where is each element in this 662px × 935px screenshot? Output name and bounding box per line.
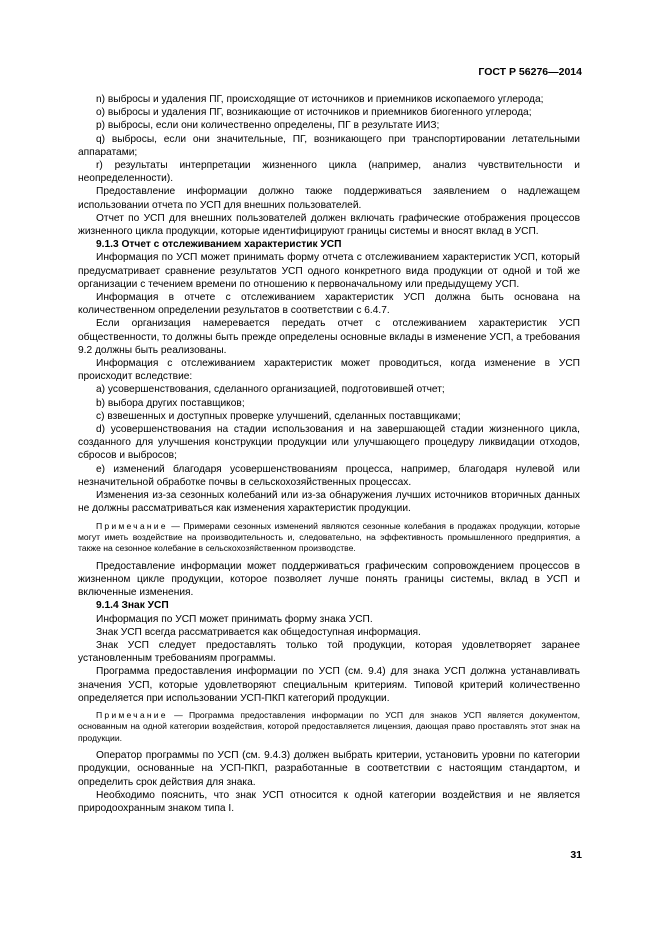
paragraph: Предоставление информации может поддерживаться графическим сопровождением процессов в жизненном цикле продукции, которое позволяет лучше понять границы системы, вклад в УСП и включенные изменения.: [78, 560, 580, 599]
list-item-q: q) выбросы, если они значительные, ПГ, возникающего при транспортировании летательными аппаратами;: [78, 133, 580, 158]
list-item-a: a) усовершенствования, сделанного организацией, подготовившей отчет;: [96, 384, 445, 396]
note-label: Примечание: [96, 709, 168, 720]
note-1: [78, 521, 580, 555]
list-item-o: o) выбросы и удаления ПГ, возникающие от источников и приемников биогенного углерода;: [96, 107, 532, 119]
list-item-d: d) усовершенствования на стадии использования и на завершающей стадии жизненного цикла, созданного для улучшения конструкции продукции или улучшающего процедуру ликвидации отходов, сбросов и выбросов;: [78, 424, 580, 462]
paragraph: Программа предоставления информации по УСП (см. 9.4) для знака УСП должна устанавливать значения УСП, которые удовлетворяют специальным критериям. Типовой критерий количественно определяется при использовании УСП-ПКП категорий продукции.: [78, 666, 580, 704]
paragraph: Предоставление информации должно также поддерживаться заявлением о надлежащем использовании отчета по УСП для внешних пользователей.: [78, 186, 580, 211]
note-text: — Примерами сезонных изменений являются сезонные колебания в продажах продукции, которые могут иметь воздействие на производительность и, следовательно, на эффективность промышленного предприятия, а также на сезонное колебание в сельскохозяйственном производстве.: [78, 520, 580, 554]
page-number: 31: [570, 849, 582, 861]
list-item-r: r) результаты интерпретации жизненного цикла (например, анализ чувствительности и неопределенности).: [78, 160, 580, 185]
paragraph: Информация с отслеживанием характеристик может проводиться, когда изменение в УСП происходит вследствие:: [78, 358, 580, 383]
paragraph: Необходимо пояснить, что знак УСП относится к одной категории воздействия и не является природоохранным знаком типа I.: [78, 789, 580, 814]
list-item-n: n) выбросы и удаления ПГ, происходящие от источников и приемников ископаемого углерода;: [96, 94, 544, 105]
list-item-c: c) взвешенных и доступных проверке улучшений, сделанных поставщиками;: [96, 410, 461, 422]
paragraph: Отчет по УСП для внешних пользователей должен включать графические отображения процессов жизненного цикла продукции, которые идентифицируют границы системы и вносят вклад в УСП.: [78, 212, 580, 238]
paragraph: Информация в отчете с отслеживанием характеристик УСП должна быть основана на количественном определении результатов в соответствии с 6.4.7.: [78, 292, 580, 317]
section-heading-9-1-4: 9.1.4 Знак УСП: [96, 600, 169, 612]
list-item-p: p) выбросы, если они количественно определены, ПГ в результате ИИЗ;: [96, 120, 440, 132]
paragraph: Знак УСП следует предоставлять только той продукции, которая удовлетворяет заранее установленным требованиям программы.: [78, 639, 580, 665]
section-heading-9-1-3: 9.1.3 Отчет с отслеживанием характеристик УСП: [96, 239, 342, 251]
document-body: [78, 93, 580, 815]
paragraph: Информация по УСП может принимать форму отчета с отслеживанием характеристик УСП, который предусматривает сравнение результатов УСП одного конкретного вида продукции от одной и той же организации с течением времени по отношению к первоначальному или предыдущему УСП.: [78, 252, 580, 290]
paragraph: Информация по УСП может принимать форму знака УСП.: [96, 613, 373, 625]
note-text: — Программа предоставления информации по УСП для знаков УСП является документом, основанным на одной категории воздействия, которой предоставляется лицензия, дающая право проставлять этот знак на продукции.: [78, 709, 580, 743]
paragraph: Знак УСП всегда рассматривается как общедоступная информация.: [96, 626, 421, 638]
paragraph: Если организация намеревается передать отчет с отслеживанием характеристик УСП общественности, то должны быть прежде определены основные вклады в изменение УСП, а требования 9.2 должны быть реализованы.: [78, 318, 580, 356]
list-item-e: e) изменений благодаря усовершенствованиям процесса, например, благодаря нулевой или незначительной обработке почвы в сельскохозяйственных процессах.: [78, 463, 580, 488]
list-item-b: b) выбора других поставщиков;: [96, 397, 245, 409]
paragraph: Изменения из-за сезонных колебаний или из-за обнаружения лучших источников вторичных данных не должны рассматриваться как изменения характеристик продукции.: [78, 490, 580, 515]
note-2: [78, 710, 580, 744]
standard-designation: ГОСТ Р 56276—2014: [478, 66, 582, 78]
note-label: Примечание: [96, 520, 168, 531]
paragraph: Оператор программы по УСП (см. 9.4.3) должен выбрать критерии, установить уровни по категории продукции, основанные на УСП-ПКП, разработанные в соответствии с настоящим стандартом, и определить срок действия для знака.: [78, 750, 580, 788]
